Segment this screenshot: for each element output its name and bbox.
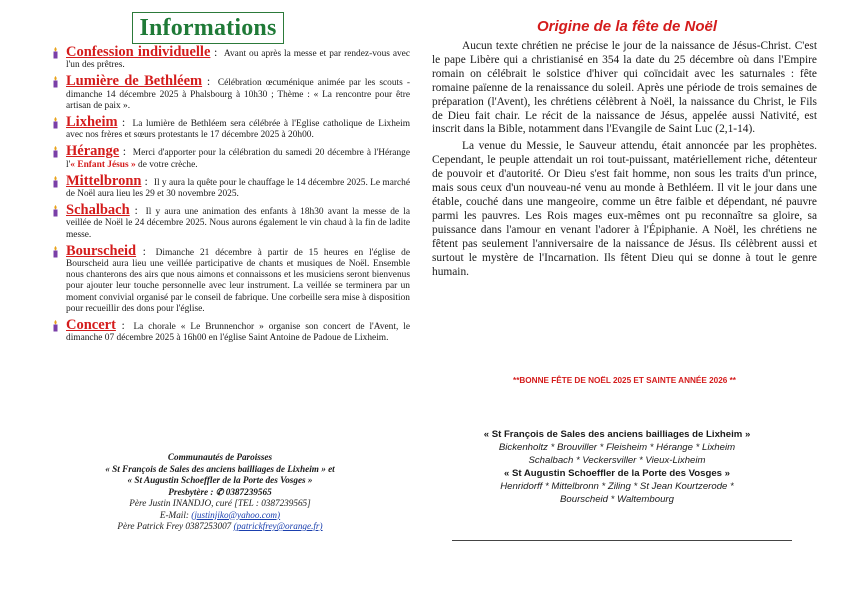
enfant-jesus-highlight: « Enfant Jésus » [70, 159, 136, 170]
email-label: E-Mail: [159, 509, 192, 520]
informations-title: Informations [132, 12, 284, 44]
info-item-lumiere: Lumière de Bethléem : Célébration œcuménique animée par les scouts - dimanche 14 décembre 2025 à Phalsbourg à 10h30 ; Thème : « La rencontre pour être artisan de paix ». [40, 75, 410, 112]
info-item-label: Schalbach [66, 202, 130, 219]
info-item-confession: Confession individuelle : Avant ou après la messe et par rendez-vous avec l'un des prêtres. [40, 46, 410, 71]
cure-contact: Père Justin INANDJO, curé [TEL : 0387239565] [129, 498, 311, 508]
paroisses-heading: Communautés de Paroisses [167, 452, 273, 462]
info-item-label: Lixheim [66, 114, 118, 131]
secteur-heading-2: « St Augustin Schoeffler de la Porte des Vosges » [503, 468, 731, 479]
origine-paragraph: Aucun texte chrétien ne précise le jour de la naissance de Jésus-Christ. C'est le pape Libère qui a christianisé en 354 la date du 25 décembre où dans l'Empire romain on célébrait le solstice d'hiver qui coïncidait avec les saturnales : fête romaine païenne de la renaissance du soleil. Après une période de trois semaines de préparation (l'Avent), les chrétiens célèbrent à Noël, la naissance du Christ, le Fils de Dieu fait chair. Le récit de la naissance de Jésus, appelée aussi Nativité, est inscrit dans la Bible, notamment dans l'Evangile de Saint Luc (2,1-14). [432, 40, 817, 136]
secteur-villages: Henridorff * Mittelbronn * Ziling * St Jean Kourtzerode * [500, 481, 734, 492]
info-item-text: Merci d'apporter pour la célébration du samedi 20 décembre à l'Hérange l' [66, 148, 410, 170]
info-item-concert: Concert : La chorale « Le Brunnenchor » organise son concert de l'Avent, le dimanche 07 décembre 2025 à 16h00 en l'église Saint Antoine de Padoue de Lixheim. [40, 319, 410, 344]
candle-icon [50, 117, 61, 129]
origine-text [432, 40, 817, 279]
info-item-text: La lumière de Bethléem sera célébrée à l'Eglise catholique de Lixheim avec nos frères et sœurs protestants le 17 décembre 2025 à 20h00. [66, 119, 410, 141]
presbytere-phone: Presbytère : ✆ 0387239565 [168, 486, 272, 497]
candle-icon [50, 320, 61, 332]
info-item-mittelbronn: Mittelbronn : Il y aura la quête pour le chauffage le 14 décembre 2025. Le marché de Noël aura lieu les 29 et 30 novembre 2025. [40, 175, 410, 200]
info-item-label: Lumière de Bethléem [66, 73, 203, 90]
secteur-villages: Bickenholtz * Brouviller * Fleisheim * Hérange * Lixheim [498, 442, 736, 453]
info-item-text: Célébration œcuménique animée par les scouts - dimanche 14 décembre 2025 à Phalsbourg à 10h30 ; Thème : « La rencontre pour être artisan de paix ». [66, 78, 410, 111]
candle-icon [50, 205, 61, 217]
paroisses-line1: « St François de Sales des anciens bailliages de Lixheim » et [105, 463, 335, 474]
info-list [40, 46, 410, 348]
info-item-label: Hérange [66, 143, 120, 160]
info-item-text: Dimanche 21 décembre à partir de 15 heures en l'église de Bourscheid aura lieu une veillée participative de chants et musiques de Noël. Ensemble nous chanterons des airs que nous aimons et connaissons et les musiciens seront bienvenus pour ajouter leur touche personnelle avec leur instrument. La veillée se terminera par un moment convivial organisé par le conseil de fabrique. Une corbeille sera mise à disposition pour recueillir des dons pour l'église. [66, 247, 410, 314]
secteurs-block [442, 428, 792, 506]
info-item-herange: Hérange : Merci d'apporter pour la célébration du samedi 20 décembre à l'Hérange l'« Enfant Jésus » de votre crèche. [40, 145, 410, 170]
info-item-label: Confession individuelle [66, 44, 211, 60]
email-link[interactable]: (justinjiko@yahoo.com) [191, 509, 281, 520]
info-item-lixheim: Lixheim : La lumière de Bethléem sera célébrée à l'Eglise catholique de Lixheim avec nos frères et sœurs protestants le 17 décembre 2025 à 20h00. [40, 116, 410, 141]
info-item-text: Avant ou après la messe et par rendez-vous avec l'un des prêtres. [66, 49, 410, 71]
info-item-label: Mittelbronn [66, 172, 142, 189]
frey-contact [50, 521, 390, 533]
info-item-text: La chorale « Le Brunnenchor » organise son concert de l'Avent, le dimanche 07 décembre 2025 à 16h00 en l'église Saint Antoine de Padoue de Lixheim. [66, 322, 411, 344]
candle-icon [50, 146, 61, 158]
paroisses-line2: « St Augustin Schoeffler de la Porte des Vosges » [127, 475, 313, 485]
greeting-banner: **BONNE FÊTE DE NOËL 2025 ET SAINTE ANNÉE 2026 ** [513, 376, 736, 385]
secteur-heading-1: « St François de Sales des anciens bailliages de Lixheim » [483, 429, 751, 440]
candle-icon [50, 246, 61, 258]
info-item-label: Concert [66, 317, 116, 334]
secteur-villages: Schalbach * Veckersviller * Vieux-Lixheim [528, 455, 706, 466]
info-item-text-after: de votre crèche. [135, 159, 198, 170]
origine-paragraph: La venue du Messie, le Sauveur attendu, était annoncée par les prophètes. Cependant, le peuple attendait un roi tout-puissant, matériellement riche, détenteur de pouvoir et d'autorité. Or Dieu s'est fait homme, non sous les traits d'un prince, mais sous ceux d'un nouveau-né venu au monde à Bethléem. Il vit le jour dans une étable, couché dans une mangeoire, comme un être faible et dépendant, né pauvre parmi les pauvres. Les Rois mages eux-mêmes ont pu reconnaître sa gloire, sa puissance dans l'amour en venant l'adorer à l'Épiphanie. A Noël, les chrétiens ne fêtent pas seulement l'anniversaire de la naissance de Jésus. Ils célèbrent aussi et surtout le mystère de l'Incarnation. Ils fêtent Dieu qui se donne à tout le genre humain. [432, 140, 817, 278]
frey-phone: Père Patrick Frey 0387253007 [117, 521, 234, 531]
email-line [50, 510, 390, 522]
divider-line [452, 540, 792, 541]
info-item-text: Il y aura la quête pour le chauffage le 14 décembre 2025. Le marché de Noël aura lieu les 29 et 30 novembre 2025. [66, 177, 410, 200]
origine-title: Origine de la fête de Noël [536, 18, 718, 35]
frey-email-link[interactable]: (patrickfrey@orange.fr) [233, 521, 323, 531]
paroisses-contact-block [50, 452, 390, 533]
candle-icon [50, 76, 61, 88]
secteur-villages: Bourscheid * Waltembourg [560, 494, 674, 505]
info-item-text: Il y aura une animation des enfants à 18h30 avant la messe de la veillée de Noël le 24 décembre 2025. Nous aurons également le vin chaud à la fin de ladite messe. [66, 207, 410, 240]
info-item-schalbach: Schalbach : Il y aura une animation des enfants à 18h30 avant la messe de la veillée de Noël le 24 décembre 2025. Nous aurons également le vin chaud à la fin de ladite messe. [40, 204, 410, 241]
info-item-label: Bourscheid [66, 242, 137, 259]
candle-icon [50, 47, 61, 59]
candle-icon [50, 176, 61, 188]
info-item-bourscheid: Bourscheid : Dimanche 21 décembre à partir de 15 heures en l'église de Bourscheid aura lieu une veillée participative de chants et musiques de Noël. Ensemble nous chanterons des airs que nous aimons et connaissons et les musiciens seront bienvenus pour ajouter leur touche personnelle avec leur instrument. La veillée se terminera par un moment convivial organisé par le conseil de fabrique. Une corbeille sera mise à disposition pour recueillir des dons pour l'église. [40, 245, 410, 315]
